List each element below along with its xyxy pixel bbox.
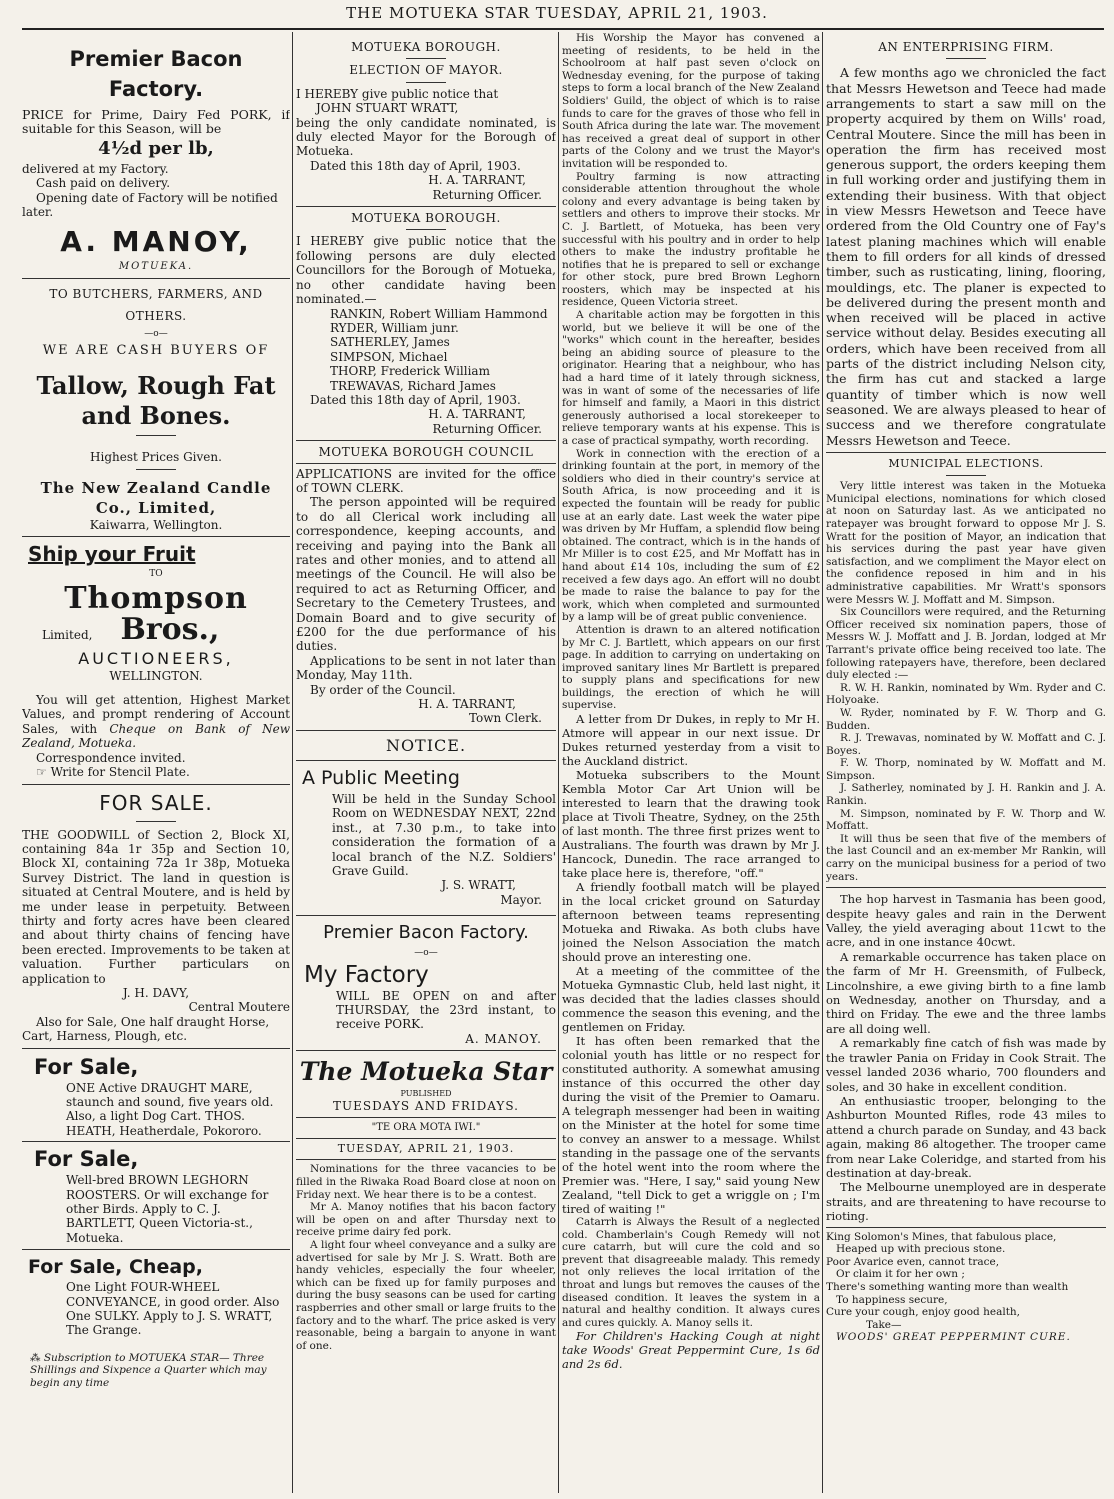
short-rule — [406, 229, 446, 230]
masthead: THE MOTUEKA STAR TUESDAY, APRIL 21, 1903. — [346, 4, 768, 22]
cash-buyers: WE ARE CASH BUYERS OF — [42, 343, 270, 359]
bacon-line: Opening date of Factory will be notified later. — [22, 190, 278, 220]
divider — [22, 1249, 290, 1250]
divider — [22, 1048, 290, 1049]
bacon-line: Cash paid on delivery. — [36, 176, 171, 191]
divider — [296, 915, 556, 916]
dated: Dated this 18th day of April, 1903. — [310, 158, 521, 173]
municipal-article: Six Councillors were required, and the Returning Officer received six nomination papers, those of Messrs W. J. Moffatt and J. B. Jordan, lodged at Mr Tarrant's private office being received too late. The following ratepayers have, therefore, been declared duly elected :— — [826, 606, 1106, 682]
subscription-note: ⁂ Subscription to MOTUEKA STAR— Three Shillings and Sixpence a Quarter which may begin any time — [30, 1351, 267, 1390]
issue-date: TUESDAY, APRIL 21, 1903. — [337, 1141, 515, 1155]
davy-place: Central Moutere — [188, 1000, 290, 1015]
news-item: For Children's Hacking Cough at night take Woods' Great Peppermint Cure, 1s 6d and 2s 6d. — [562, 1329, 820, 1372]
for-sale-mare-text: ONE Active DRAUGHT MARE, staunch and sound, five years old. Also, a light Dog Cart. THOS. HEATH, Heatherdale, Pokororo. — [66, 1080, 274, 1138]
thompson-name: Thompson — [64, 580, 248, 616]
borough-heading: MOTUEKA BOROUGH. — [351, 211, 501, 226]
councillor-name: TREWAVAS, Richard James — [330, 378, 496, 393]
divider — [296, 1050, 556, 1051]
news-item: The Melbourne unemployed are in desperate straits, and are threatening to have recourse to rioting. — [826, 1180, 1106, 1224]
bacon-title: Premier Bacon Factory. — [69, 47, 243, 101]
poem-line: Heaped up with precious stone. — [836, 1243, 1006, 1256]
stencil-plate: ☞ Write for Stencil Plate. — [36, 765, 190, 780]
divider — [22, 278, 290, 279]
for-sale-cheap-text: One Light FOUR-WHEEL CONVEYANCE, in good order. Also One SULKY. Apply to J. S. WRATT, The Grange. — [66, 1280, 280, 1338]
news-item: Poultry farming is now attracting considerable attention throughout the whole colony and every advantage is being taken by settlers and others to improve their stocks. Mr C. J. Bartlett, of Motueka, has been very successful with his poultry and in order to help others to make the industry profitable he notifies that he is prepared to sell or exchange for other stock, pure bred Brown Leghorn roosters, which may be inspected at his residence, Queen Victoria street. — [562, 170, 820, 309]
column-2 — [296, 32, 556, 1493]
for-sale-cheap-title: For Sale, Cheap, — [28, 1256, 203, 1279]
correspondence: Correspondence invited. — [36, 750, 186, 765]
davy-name: J. H. DAVY, — [122, 985, 190, 1000]
news-item: His Worship the Mayor has convened a meeting of residents, to be held in the Schoolroom at half past seven o'clock on Wednesday evening, for the purpose of taking steps to form a local branch of the New Zealand Soldiers' Guild, the object of which is to raise funds to care for the graves of those who fell in South Africa during the late war. The movement has received a great deal of support in other parts of the Colony and we trust the Mayor's invitation will be responded to. — [562, 32, 820, 170]
news-item: A charitable action may be forgotten in this world, but we believe it will be one of the "works" which count in the hereafter, besides being an abiding source of pleasure to the originator. Hearing that a neighbour, who has had a hard time of it lately through sickness, was in want of some of the necessaries of life for himself and family, a Maori in this district generously authorised a local storekeeper to relieve temporary wants at his expense. This is a case of practical sympathy, worth recording. — [562, 309, 820, 447]
column-divider — [292, 32, 293, 1493]
short-rule — [946, 58, 986, 59]
returning-officer: Returning Officer. — [432, 187, 542, 202]
borough-heading: MOTUEKA BOROUGH. — [351, 40, 501, 54]
news-item: Work in connection with the erection of a drinking fountain at the port, in memory of the soldiers who died in their country's service at South Africa, is now proceeding and it is expected the fountain will be ready for public use at an early date. Last week the water pipe was driven by Mr Huffam, a splendid flow being obtained. The contract, which is in the hands of Mr Miller is to cost £25, and Mr Moffatt has in hand about £14 10s, including the sum of £2 received a few days ago. An effort will no doubt be made to raise the balance to pay for the work, which when completed and surmounted by a lamp will be of great public convenience. — [562, 447, 820, 624]
column-3 — [562, 32, 820, 1493]
nomination-item: W. Ryder, nominated by F. W. Thorp and G. Budden. — [826, 706, 1106, 732]
poem-line: King Solomon's Mines, that fabulous place, — [826, 1230, 1057, 1243]
nomination-item: M. Simpson, nominated by F. W. Thorp and W. Moffatt. — [826, 807, 1106, 833]
councillor-name: SIMPSON, Michael — [330, 349, 448, 364]
municipal-heading: MUNICIPAL ELECTIONS. — [888, 456, 1044, 470]
town-clerk: Town Clerk. — [468, 711, 542, 726]
short-rule — [136, 435, 176, 436]
public-meeting-text: Will be held in the Sunday School Room on WEDNESDAY NEXT, 22nd inst., at 7.30 p.m., to take into consideration the formation of a local branch of the N.Z. Soldiers' Grave Guild. — [332, 791, 556, 878]
column-4 — [826, 32, 1106, 1493]
divider — [296, 440, 556, 441]
tarrant: H. A. TARRANT, — [428, 173, 526, 188]
for-sale-roosters-title: For Sale, — [34, 1147, 139, 1172]
short-rule — [406, 82, 446, 83]
for-sale-roosters-text: Well-bred BROWN LEGHORN ROOSTERS. Or will exchange for other Birds. Apply to C. J. BARTLETT, Queen Victoria-st., Motueka. — [66, 1173, 269, 1245]
council-heading: MOTUEKA BOROUGH COUNCIL — [318, 445, 534, 460]
short-rule — [136, 821, 176, 822]
column-divider — [822, 32, 823, 1493]
limited-label: Limited, — [42, 627, 93, 642]
municipal-article: It will thus be seen that five of the members of the last Council and an ex-member Mr Rankin, will carry on the municipal business for a period of two years. — [826, 832, 1106, 883]
publish-days: TUESDAYS AND FRIDAYS. — [333, 1099, 519, 1114]
candle-place: Kaiwarra, Wellington. — [89, 517, 223, 532]
nomination-item: F. W. Thorp, nominated by W. Moffatt and M. Simpson. — [826, 757, 1106, 782]
tallow-heading: Tallow, Rough Fat and Bones. — [36, 371, 276, 431]
firm-heading: AN ENTERPRISING FIRM. — [878, 40, 1054, 54]
council-order: By order of the Council. — [310, 682, 456, 697]
motueka-star-title: The Motueka Star — [299, 1057, 553, 1087]
news-item: Catarrh is Always the Result of a neglected cold. Chamberlain's Cough Remedy will not cure catarrh, but will cure the cold and so prevent that disagreeable malady. This remedy not only relieves the local irritation of the throat and lungs but removes the causes of the diseased condition. It leaves the system in a natural and healthy condition. It always cures and cures quickly. A. Manoy sells it. — [562, 1216, 820, 1329]
for-sale-heading: FOR SALE. — [99, 790, 213, 815]
news-item: It has often been remarked that the colonial youth has little or no respect for constituted authority. A somewhat amusing instance of this occurred the other day during the visit of the Premier to Oamaru. A telegraph messenger had been in waiting on the Minister at the hotel for some time to convey an answer to a message. Whilst standing in the passage one of the servants of the hotel went into the room where the Premier was. "Here, I say," said young New Zealand, "tell Dick to get a wriggle on ; I'm tired of waiting !" — [562, 1034, 820, 1217]
butchers-heading: TO BUTCHERS, FARMERS, AND OTHERS. — [49, 287, 263, 324]
also-for-sale: Also for Sale, One half draught Horse, Cart, Harness, Plough, etc. — [22, 1014, 270, 1044]
bros-name: Bros., — [120, 611, 220, 647]
short-rule — [946, 475, 986, 476]
news-item: A letter from Dr Dukes, in reply to Mr H. Atmore will appear in our next issue. Dr Dukes returned yesterday from a visit to the Auckland district. — [562, 712, 820, 769]
notice-heading: NOTICE. — [385, 735, 467, 755]
tarrant: H. A. TARRANT, — [418, 697, 516, 712]
wratt-name: J. S. WRATT, — [441, 878, 516, 893]
divider — [826, 887, 1106, 888]
divider — [296, 730, 556, 731]
short-rule — [406, 58, 446, 59]
column-1 — [22, 32, 290, 1493]
council-deadline: Applications to be sent in not later than Monday, May 11th. — [296, 653, 556, 683]
nomination-item: J. Satherley, nominated by J. H. Rankin and J. A. Rankin. — [826, 782, 1106, 808]
divider — [22, 1141, 290, 1142]
nomination-item: R. W. H. Rankin, nominated by Wm. Ryder and C. Holyoake. — [826, 681, 1106, 707]
poem-line: Poor Avarice even, cannot trace, — [826, 1255, 1000, 1268]
divider — [22, 784, 290, 785]
divider — [22, 536, 290, 537]
council-duties: The person appointed will be required to do all Clerical work including all correspondence, keeping accounts, and receiving and paying into the Bank all rates and other monies, and to attend all meetings of the Council. He will also be required to act as Returning Officer, and Secretary to the Cemetery Trustees, and Domain Board and to give security of £200 for the due performance of his duties. — [296, 495, 556, 654]
news-item: A remarkably fine catch of fish was made by the trawler Pania on Friday in Cook Strait. The vessel landed 2036 whario, 700 flounders and soles, and 30 hake in excellent condition. — [826, 1036, 1106, 1094]
public-meeting-title: A Public Meeting — [302, 766, 460, 789]
councillor-name: RANKIN, Robert William Hammond — [330, 306, 548, 321]
news-item: Mr A. Manoy notifies that his bacon factory will be open on and after Thursday next to receive prime dairy fed pork. — [296, 1201, 556, 1239]
manoy-place: MOTUEKA. — [118, 260, 194, 272]
municipal-article: Very little interest was taken in the Motueka Municipal elections, nominations for which closed at noon on Saturday last. As we anticipated no ratepayer was brought forward to oppose Mr J. S. Wratt for the position of Mayor, an indication that his services during the past year have given satisfaction, and we compliment the Mayor elect on the confidence reposed in him and in his administrative capabilities. Mr Wratt's sponsors were Messrs W. J. Moffatt and M. Simpson. — [826, 480, 1106, 606]
motto: "TE ORA MOTA IWI." — [371, 1121, 481, 1133]
mayor-notice-2: being the only candidate nominated, is duly elected Mayor for the Borough of Motueka. — [296, 115, 556, 159]
column-divider — [558, 32, 559, 1493]
news-item: A remarkable occurrence has taken place on the farm of Mr H. Greensmith, of Fulbeck, Lincolnshire, a ewe giving birth to a fine lamb on Wednesday, another on Thursday, and a third on Friday. The ewe and the three lambs are all doing well. — [826, 949, 1106, 1036]
bacon-line: delivered at my Factory. — [22, 162, 169, 176]
election-heading: ELECTION OF MAYOR. — [349, 63, 503, 78]
news-item: An enthusiastic trooper, belonging to the Ashburton Mounted Rifles, rode 43 miles to attend a church parade on Sunday, and 43 back again, making 86 altogether. The trooper came from near Lake Coleridge, and started from his destination at day-break. — [826, 1093, 1106, 1180]
divider — [296, 760, 556, 761]
news-item: The hop harvest in Tasmania has been good, despite heavy gales and rain in the Derwent Valley, the yield averaging about 11cwt to the acre, and in one instance 40cwt. — [826, 892, 1106, 950]
goodwill-text: THE GOODWILL of Section 2, Block XI, containing 84a 1r 35p and Section 10, Block XI, containing 72a 1r 38p, Motueka Survey District. The land in question is situated at Central Moutere, and is held by me under lease in perpetuity. Between thirty and forty acres have been cleared and about thirty chains of fencing have been erected. Improvements to be taken at valuation. Further particulars on application to — [22, 827, 290, 986]
ship-text — [22, 693, 290, 751]
divider — [296, 206, 556, 207]
poem — [826, 1231, 1106, 1344]
poem-line: Cure your cough, enjoy good health, — [826, 1306, 1021, 1319]
my-factory-title: My Factory — [304, 961, 429, 988]
news-item: At a meeting of the committee of the Motueka Gymnastic Club, held last night, it was decided that the ladies classes should commence the season this evening, and the gentlemen on Friday. — [562, 964, 820, 1035]
divider — [826, 452, 1106, 453]
divider — [296, 1138, 556, 1139]
councillors-notice: I HEREBY give public notice that the following persons are duly elected Councillors for the Borough of Motueka, no other candidate having been nominated.— — [296, 234, 556, 307]
returning-officer: Returning Officer. — [432, 421, 542, 436]
manoy-name: A. MANOY, — [60, 224, 252, 258]
councillor-name: SATHERLEY, James — [330, 335, 450, 350]
news-item: A friendly football match will be played in the local cricket ground on Saturday afternoon between teams representing Motueka and Riwaka. As both clubs have joined the Nelson Association the match should prove an interesting one. — [562, 880, 820, 965]
poem-line: Take— — [866, 1318, 902, 1331]
news-item: Motueka subscribers to the Mount Kembla Motor Car Art Union will be interested to learn that the drawing took place at Tivoli Theatre, Sydney, on the 25th of last month. The three first prizes went to Australians. The fourth was drawn by Mr J. Hancock, Dunedin. The race arranged to take place here is, therefore, "off." — [562, 768, 820, 881]
divider — [826, 1227, 1106, 1228]
ship-cheque: Cheque on Bank of New Zealand, Motueka. — [22, 721, 290, 751]
poem-line: There's something wanting more than wealth — [826, 1280, 1069, 1293]
wellington: WELLINGTON. — [109, 668, 203, 683]
nomination-item: R. J. Trewavas, nominated by W. Moffatt and C. J. Boyes. — [826, 732, 1106, 757]
firm-article: A few months ago we chronicled the fact that Messrs Hewetson and Teece had made arrangements to start a saw mill on the property acquired by them on Wills' road, Central Moutere. Since the mill has been in operation the firm has received most generous support, the orders keeping them in full working order and justifying them in extending their business. With that object in view Messrs Hewetson and Teece have ordered from the Old Country one of Fay's latest planing machines which will enable them to fill orders for all kinds of dressed timber, such as rusticating, lining, flooring, mouldings, etc. The planer is expected to be delivered during the present month and when received will be placed in active service without delay. Besides executing all orders, which have been received from all parts of the district including Nelson city, the firm has cut and stacked a large quantity of timber which is now well seasoned. We are always pleased to hear of success and we therefore congratulate Messrs Hewetson and Teece. — [826, 65, 1106, 448]
bacon-price: 4½d per lb, — [98, 138, 214, 159]
short-rule — [136, 469, 176, 470]
candle-company: The New Zealand Candle Co., Limited, — [40, 478, 272, 517]
divider — [296, 1117, 556, 1118]
divider — [296, 463, 556, 464]
my-factory-text: WILL BE OPEN on and after THURSDAY, the 23rd instant, to receive PORK. — [336, 988, 556, 1032]
news-item: A light four wheel conveyance and a sulky are advertised for sale by Mr J. S. Wratt. Both are handy vehicles, especially the four wheeler, which can be fixed up for family purposes and during the busy seasons can be used for carting raspberries and other small or large fruits to the factory and to the wharf. The price asked is very reasonable, being a bargain to anyone in want of one. — [296, 1238, 556, 1352]
councillor-name: RYDER, William junr. — [330, 320, 459, 335]
councillor-name: THORP, Frederick William — [330, 364, 490, 379]
published-label: PUBLISHED — [400, 1089, 452, 1099]
bacon-text: PRICE for Prime, Dairy Fed PORK, if suitable for this Season, will be — [22, 107, 290, 136]
dated: Dated this 18th day of April, 1903. — [310, 392, 521, 407]
council-notice: APPLICATIONS are invited for the office of TOWN CLERK. — [296, 466, 556, 495]
mayor-label: Mayor. — [500, 892, 542, 907]
tarrant: H. A. TARRANT, — [428, 407, 526, 422]
mayor-notice: I HEREBY give public notice that — [296, 86, 499, 101]
news-item: Nominations for the three vacancies to be filled in the Riwaka Road Board close at noon on Friday next. We hear there is to be a contest. — [296, 1163, 556, 1201]
ship-to: TO — [149, 569, 163, 580]
ship-fruit-title: Ship your Fruit — [28, 542, 196, 567]
poem-line: To happiness secure, — [836, 1293, 948, 1306]
masthead-rule — [22, 28, 1104, 30]
auctioneers: AUCTIONEERS, — [78, 648, 234, 668]
separator: —o— — [144, 329, 168, 340]
ship-text-body: You will get attention, Highest Market Values, and prompt rendering of Account Sales, with — [22, 693, 290, 736]
councillor-list — [296, 307, 556, 393]
divider — [296, 1159, 556, 1160]
mayor-name: JOHN STUART WRATT, — [316, 101, 459, 116]
poem-line: WOODS' GREAT PEPPERMINT CURE. — [836, 1331, 1071, 1344]
poem-line: Or claim it for her own ; — [836, 1268, 965, 1281]
separator: —o— — [414, 948, 438, 959]
bacon-factory-title: Premier Bacon Factory. — [323, 922, 529, 944]
for-sale-mare-title: For Sale, — [34, 1054, 139, 1079]
news-item: Attention is drawn to an altered notification by Mr C. J. Bartlett, which appears on our first page. In addition to carrying on undertaking on improved sanitary lines Mr Bartlett is prepared to supply plans and specifications for new buildings, the erection of which he will supervise. — [562, 623, 820, 712]
highest-prices: Highest Prices Given. — [90, 450, 222, 465]
manoy-signature: A. MANOY. — [465, 1031, 542, 1046]
